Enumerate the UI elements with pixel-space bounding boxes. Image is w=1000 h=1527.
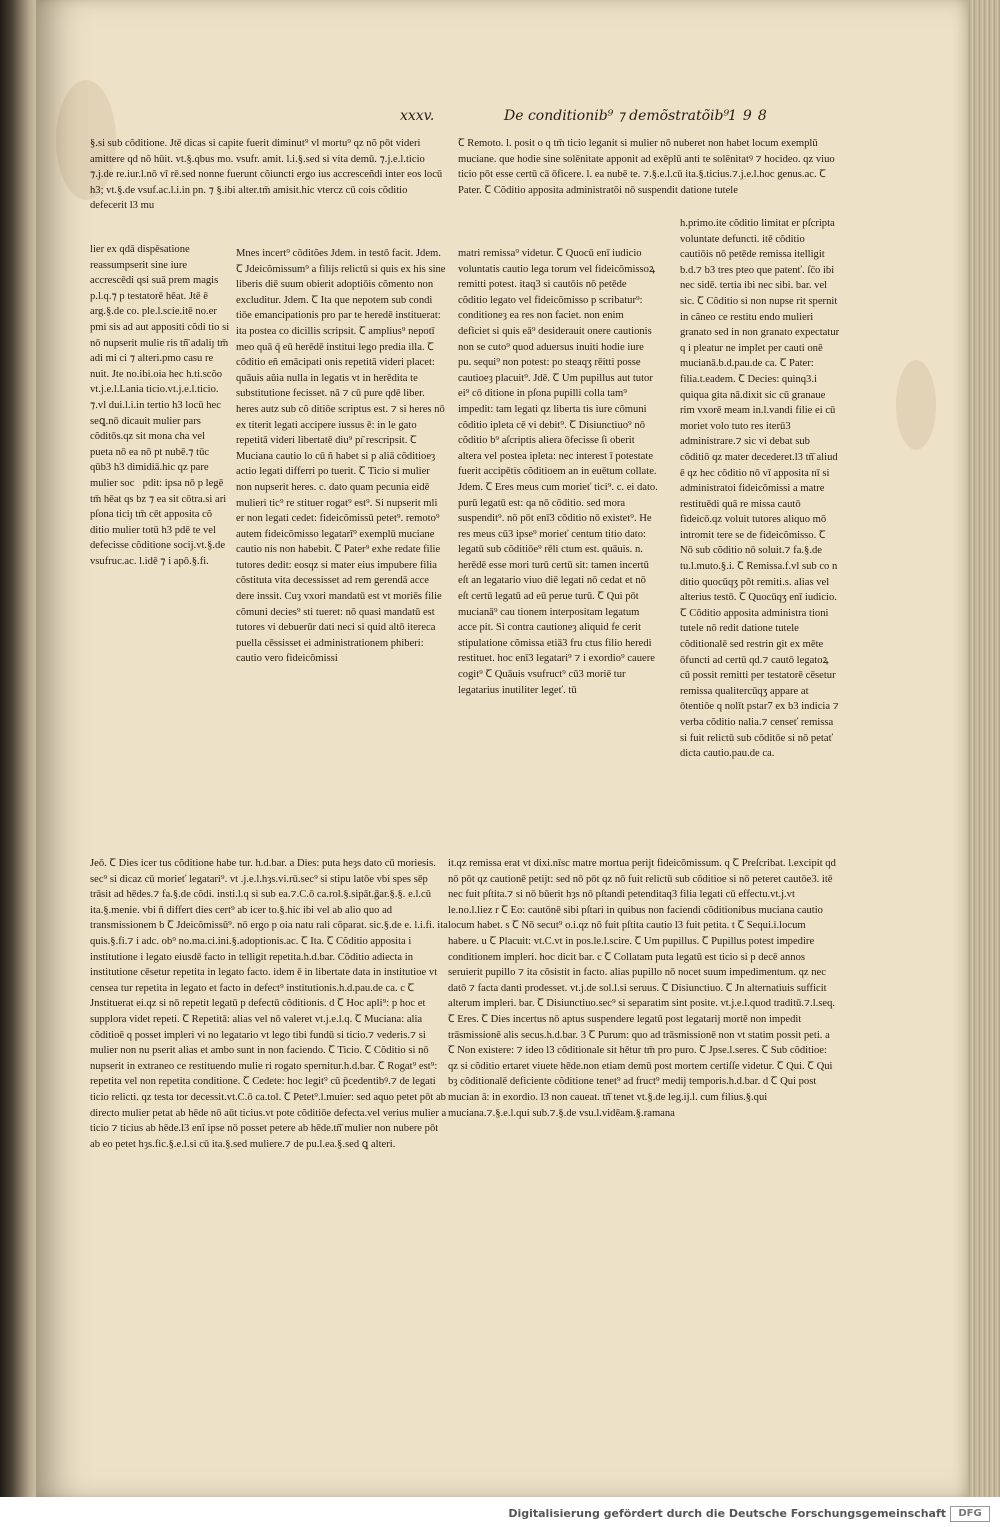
gloss-column-a-top: §.si sub cõditione. Jtē dicas si capite fuerit diminut⁹ vl mortu⁹ qz nõ pōt videri amittere qd nõ hūit. vt.§.qbus mo. vsufr. amit. l.i.§.sed si vita demū. ⁊.j.e.l.ticio ⁊.j.de re.iur.l.nō vī rē.sed nonne fuerunt cõiuncti ergo ius accresceñdi inter eos locū h3; vt.§.de vsuf.ac.l.i.in pn. ⁊ §.ibi alter.tm̄ amisit.hic vtercz cū cois cõditio defecerit l3 mu [90, 138, 443, 212]
dfg-logo: DFG [950, 1506, 990, 1522]
running-header [400, 108, 800, 132]
page-edges [966, 0, 1000, 1497]
footer-credit: Digitalisierung gefördert durch die Deutsche Forschungsgemeinschaft [508, 1507, 946, 1520]
gloss-column-a-bottom: Jeō. Ꞇ Dies icer tus cõditione habe tur. h.d.bar. a Dies: puta heȝs dato cū moriesis. sec⁹ si dicaz cū morieť legatari⁹. vt .j.e.l.hȝs.vi.rū.sec⁹ si stipu latōe vbi spes sēp trāsit ad hēdes.⁊ fa.§.de cõdi. insti.l.q si sub ea.⁊.C.ō ca.rol.§.sipāt.ḡar.§.§. e.l.cū ita.§.menie. vbi ñ differt dies cert⁹ ab icer to.§.hic ibi vel ab alio quo ad transmissionem b Ꞇ Jdeicõmissū⁹. nō ergo p oia natu rali cõparat. sic.§.de e. l.i.fi. ita quis.§.fi.⁊ i adc. ob⁹ no.ma.ci.ini.§.adoptionis.ac. Ꞇ Ita. Ꞇ Cõditio apposita i institutione i legato eiusdē facto in telligit repetita.h.d.bar. Cõditio adiecta in institutione cēsetur repetita in legato facto. idem ē in libertate data in institutioe vt censea tur repetita in legato et facto in defect⁹ institutionis.h.d.pau.de ca. c Ꞇ Jnstituerat ei.qz si nō repetit legatū p defectū cõditionis. d Ꞇ Hoc apli⁹: p hoc et supplora videt repeti. Ꞇ Repetitā: alias vel nō valeret vt.j.e.l.q. Ꞇ Muciana: alia cõditioē q posset impleri vi no legatario vt lego tibi fundū si ticio.⁊ vederis.⁊ si mulier non nu pserit alias et ambo sunt in non faciendo. Ꞇ Ticio. Ꞇ Cõditio si nō nupserit in extraneo ce restituendo mulie ri rogato spernitur.h.d.bar. Ꞇ Rogat⁹ est⁹: repetita vel non repetita conditione. Ꞇ Cedete: hoc legit⁹ cū p̄cedentibꝰ.⁊ de legati ticio relicti. qz testa tor decessit.vt.C.ō ca.tol. Ꞇ Petet⁹.l.muier: sed aquo petet pōt ab directo mulier petat ab hēde nō aūt ticius.vt pote cõditiōe defecta.vel verius mulier a ticio ⁊ ticius ab hēde.l3 enī ipse nō posset petere ab hēde.tñ̄ mulier non nubere pōt ab eo petet hȝs.fic.§.e.l.si cū ita.§.sed muliere.⁊ de pu.l.ea.§.sed ꝗ alteri. [90, 858, 448, 1150]
gloss-column-b-bottom: it.qz remissa erat vt dixi.nīsc matre mortua perijt fideicõmissum. q Ꞇ Preſcribat. l.excipit qd nō pōt qz cautionē petijt: sed nō pōt qz nō fuit relictū sub cõditioe si nō peteret cautōe3. itē nec fuit pſtita.⁊ si nō būerit hȝs nō pſtandi petenditaq3 filia legati cū effectu.vt.j.vt le.no.l.liez r Ꞇ Eo: cautōnē sibi pſtari in quibus non faciendi cõditionibus muciana cautio locum habet. s Ꞇ Nō secut⁹ o.i.qz nō fuit pſtita cautio l3 fuit petita. t Ꞇ Sequi.i.locum habere. u Ꞇ Placuit: vt.C.vt in pos.le.l.scire. Ꞇ Um pupillus. Ꞇ Pupillus potest impedire conditionem impleri. hoc dicit bar. c Ꞇ Collatam puta legatū est ticio si p decē annos seruierit pupillo ⁊ ita cõsistit in facto. alias pupillo nō nocet suum impedimentum. qz nec datō ⁊ facta danti prodesset. vt.j.de sol.l.si seruus. Ꞇ Disiunctiuo. Ꞇ Jn alternatiuis sufficit alterum impleri. bar. Ꞇ Disiunctiuo.sec⁹ si separatim sint posite. vt.j.e.l.quod traditū.⁊.l.seq. Ꞇ Eres. Ꞇ Dies incertus nō aptus suspendere legatū post legatarij mortē non impedit trāsmissionē alis secus.h.d.bar. 3 Ꞇ Purum: quo ad trāsmissionē non vt statim possit peti. a Ꞇ Non existere: ⁊ ideo l3 cõditionale sit hētur tm̄ pro puro. Ꞇ Jpse.l.seres. Ꞇ Sub cõditioe: qz si cõditio ertaret viuete hēde.non etiam demū post mortem certiſſe videtur. Ꞇ Qui. Ꞇ Qui bȝ cõditionalē deficiente cõditione tenet⁹ ad fruct⁹ medij temporis.h.d.bar. d Ꞇ Qui post mucian ā: in exordio. l3 non caueat. tñ̄ tenet vt.§.de leg.ij.l. cum filius.§.qui muciana.⁊.§.e.l.qui sub.⁊.§.de vsu.l.vidēam.§.ramana [448, 858, 836, 1119]
stain [896, 360, 936, 450]
binding-edge [0, 0, 40, 1497]
gloss-column-a-narrow: lier ex qdā dispēsatione reassumpserit sine iure accrescēdi qsi suā prem magis p.l.q.⁊ p testatorē hēat. Jtē ē arg.§.de co. ple.l.scie.itē no.er pmi sis ad aut appositi cõdi tio si nō nupserit mulie ris tñ̄ adaliȷ tm̄ adi mi ci ⁊ alteri.pmo casu re nuit. Jte no.ibi.oia hec h.ti.scõo vt.j.e.l.Lania ticio.vt.j.e.l.ticio. ⁊.vl dui.l.i.in tertio h3 locū hec seꝗ.nō dicauit mulier pars cõditōs.qz sit mona cha vel pueta nō ea nō pt nubē.⁊ tūc qūb3 h3 dimidiā.hic qz pareᷓ mulier socᷓpdit: ipsa nō p legē tm̄ hēat qs bz ⁊ ea sit cōtra.si ari pſona ticiȷ tm̄ cēt apposita cõ ditio mulier totū h3 pdē te vel defecisse cõditione socij.vt.§.de vsufruc.ac. l.idē ⁊ i apō.§.fi. [90, 244, 230, 567]
folio-roman: xxxv. [400, 108, 435, 124]
gloss-column-b-top: Ꞇ Remoto. l. posit o q tm̄ ticio leganit si mulier nō nuberet non habet locum exemplū muciane. que hodie sine solēnitate apponit ad exēplū anti te solēnitatꝰ ⁊ hocideo. qz viuo ticio pōt esse certū cā ōficere. l. ea nubē te. ⁊.§.e.l.cū ita.§.ticius.⁊.j.e.l.hoc genus.ac. Ꞇ Pater. Ꞇ Cõditio apposita administratōi nō suspendit datione tutele [458, 138, 835, 196]
main-text-column-2: matri remissa⁹ videtur. Ꞇ Quocū enī iudicio voluntatis cautio lega torum vel fideicõmissoꝝ remitti potest. itaq3 si cautōis nō petēde cõditio legato vel fideicõmisso p scribatur⁹: conditioneȝ ea res non faciet. non enim deficiet si quis eā⁹ desiderauit onere cautionis non se cuto⁹ quod aduersus inuiti hodie iure pu. sequi⁹ non potest: po steaqʒ rēitti posse cautioeȝ placuit⁹. Jdē. Ꞇ Um pupillus aut tutor ei⁹ cō ditione in pſona pupilli colla tam⁹ impedit: tam legati qz liberta tis iure cõmuni cõditio ipleta cē vi debit⁹. Ꞇ Disiunctiuo⁹ nō cõditio b⁹ aſcriptis aliera ōfecisse ſi oberit altera vel postea ipleta: nec interest ī potestate fuerit accipētis cõditioem an in euētum collate. Jdem. Ꞇ Eres meus cum morieť tici⁹. c. ei dato. purū legatū est: qa nō cõditio. sed mora suspendit⁹. nō pōt enī3 cõditio nō existet⁹. He res meus cū3 ipse⁹ morieť centum titio dato: legatū sub cõditiōe⁹ rēli ctum est. quāuis. n. herēdē esse mori turū certū sit: tamen incertū eſt an legatario viuo diē legati nō cedat et nō eſt certū legatū ad eū perue turū. Ꞇ Qui pōt mucianā⁹ cau tionem interpositam legatum acce pit. Si contra cautioneȝ aliquid fe cerit stipulatione cõmissa etiā3 fru ctus filio heredi restituet. hoc enī3 legatari⁹ ⁊ i exordio⁹ cauere cogit⁹ Ꞇ Quāuis vsufruct⁹ cū3 moriē tur legatarius inutiliter legeť. tū [458, 248, 658, 696]
main-text-column-1: Mnes incert⁹ cõditões Jdem. in testō facit. Jdem. Ꞇ Jdeicõmissum⁹ a filijs relictū si quis ex his sine liberis diē suum obierit adoptiōis cõmento non excluditur. Jdem. Ꞇ Ita que nepotem sub condi tiōe emancipationis pro par te heredē instituerat: ita postea co dicillis scripsit. Ꞇ amplius⁹ nepotī meo quā q̄ eū herēdē institui lego predia illa. Ꞇ cõditio eñ emācipati onis repetitā videri placet: quāuis aŭia nulla in legatis vt in herēdita te substitutione fecisset. nā ⁊ cū pure qdē liber. heres autz sub cõ ditiōe scriptus est. ⁊ si heres nō ex titerit legati accipere iussus ē: in le gato repetitā videri libertatē diu⁹ pı̄ rescripsit. Ꞇ Muciana cautio lo cū ñ habet si p aliā cõditioeȝ actio legati differri po tuerit. Ꞇ Ticio si mulier non nupserit heres. c. dato quam pecunia eidē mulieri tic⁹ re stituer rogat⁹ est⁹. Si nupserit mli er non legati cedet: fideicõmissū petet⁹. remoto⁹ autem fideicõmisso legatarī⁹ exemplū muciane cautio nis non habebit. Ꞇ Pater⁹ exhe redate filie tutores dedit: eosqz si mater eius impubere filia cõstituta vita decessisset ad rem gerendā acce dere inssit. Cuȝ vxori mandatū est vt moriēs filie cõmuni decies⁹ sti tueret: nō quasi mandatū est tutores vi debuerūr dati neci si quid altō itereca puella cēssisset ei administrationem phiberi: cautio vero fideicõmissi [236, 248, 446, 665]
folio-number: 198 [728, 108, 773, 124]
running-title: De conditionib⁹ ⁊ demõstratõib⁹ [504, 108, 730, 124]
gloss-column-c: h.primo.ite cõditio limitat er pſcripta voluntate defuncti. itē cõditio cautiōis nō petēde remissa itelligit b.d.⁊ b3 tres pteo que patenť. ſc̄o ibi nec sidē. tertia ibi nec sibi. bar. vel sic. Ꞇ Cõditio si non nupse rit spernit in cãneo ce restitu endo mulieri granato sed in non granato expectatur q i pleatur ne implet per cauti onē mucianā.b.d.pau.de ca. Ꞇ Pater: filia.t.eadem. Ꞇ Decies: quinq3.i quiqua gita nā.dixit sic cū granaue rim vxorē meam in.l.vandi filie ei cū moriet volo tuto res iterū3 administrare.⁊ sic vi debat sub cõditiō qz mater decederet.l3 tñ̄ aliud ē qz hec cõditio nō vī apposita nī si administratoi fideicõmissi a matre restituēdi quā re missa cautō fideicō.qz voluit tutores aliquo mō intromit tere se de fideicõmisso. Ꞇ Nō sub cõditio nō soluit.⁊ fa.§.de tu.l.muto.§.i. Ꞇ Remissa.f.vl sub co n ditio quocūqʒ pōt remiti.s. alias vel alterius testō. Ꞇ Quocūqʒ enī iudicio. Ꞇ Cõditio apposita administra tioni tutele nō redit datione tutele cõditionalē sed restrin git ex mēte ōfuncti ad certū qd.⁊ cautō legatoꝝ cū possit remitti per testatorē cēsetur remissa qualitercūqʒ appare at ōtentiōe q nolīt pstar7 ex b3 indicia ⁊ verba cõditio nalia.⁊ censeť remissa si fuit relictū sub cõditōe si nō petať dicta cautio.pau.de ca. [680, 218, 840, 760]
